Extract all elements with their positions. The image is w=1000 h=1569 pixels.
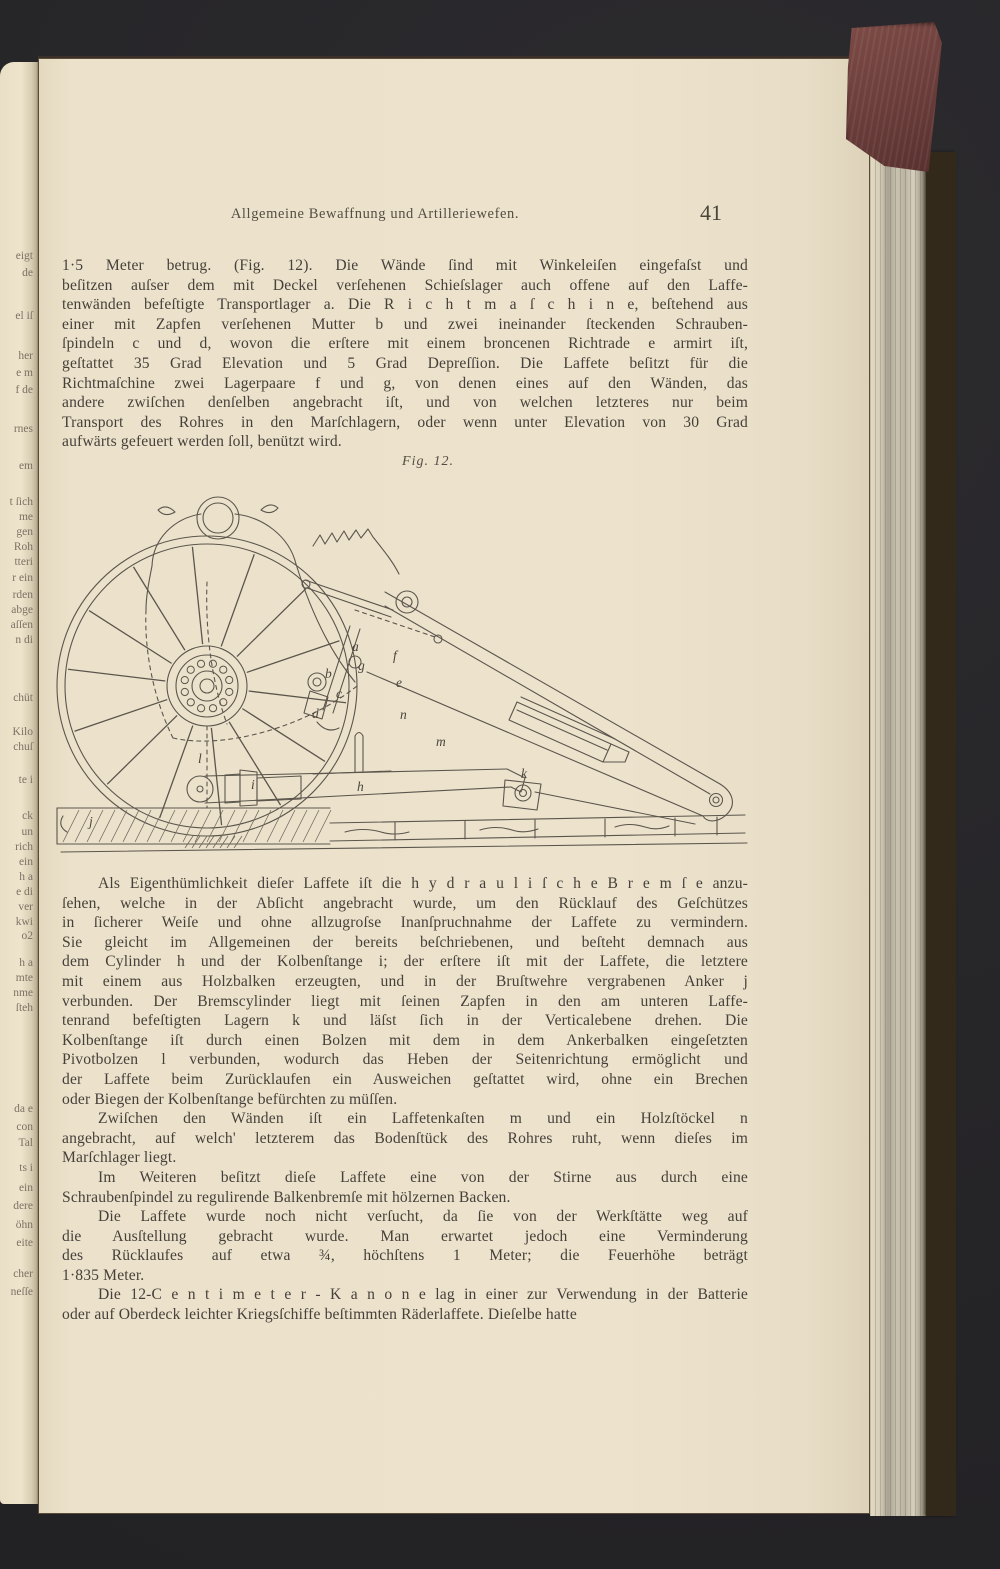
text-line: mit einem aus Holzbalken erzeugten, und in der Bruſtwehre vergrabenen Anker j [62, 972, 748, 990]
marbled-cover-edge [926, 152, 956, 1516]
running-header-title: Allgemeine Bewaffnung und Artilleriewefen. [230, 206, 520, 222]
edge-text-fragment: un [21, 826, 33, 838]
text-line: Als Eigenthümlichkeit dieſer Laffete iſt die h y d r a u l i ſ c h e B r e m ſ e anzu- [98, 875, 748, 892]
cannon-carriage-engraving [55, 486, 750, 860]
edge-text-fragment: r ein [12, 572, 33, 584]
figure-part-label-g: g [358, 658, 365, 673]
edge-text-fragment: e di [16, 886, 33, 898]
text-line: Die Laffete wurde noch nicht verſucht, da ſie von der Werkſtätte weg auf [98, 1208, 748, 1226]
figure-caption: Fig. 12. [402, 454, 454, 469]
text-line: Kolbenſtange iſt durch einen Bolzen mit dem in dem Ankerbalken eingeſetzten [62, 1031, 748, 1049]
edge-text-fragment: de [22, 267, 33, 279]
figure-part-label-n: n [400, 707, 407, 722]
edge-text-fragment: dere [13, 1200, 33, 1212]
edge-text-fragment: aſſen [10, 619, 33, 631]
figure-part-label-m: m [436, 734, 446, 749]
edge-text-fragment: ſteh [15, 1002, 33, 1014]
text-line: angebracht, auf welch' letzterem das Bodenſtück des Rohres ruht, wenn dieſes im [62, 1129, 748, 1147]
edge-text-fragment: ts i [19, 1162, 33, 1174]
text-line: ſpindeln c und d, wovon die erſtere mit einem broncenen Richtrade e armirt iſt, [62, 335, 748, 353]
edge-text-fragment: nme [13, 987, 33, 999]
edge-text-fragment: n di [15, 634, 33, 646]
text-line: 1·835 Meter. [62, 1266, 145, 1284]
text-line: dem Cylinder h und der Kolbenſtange i; der erſtere iſt mit der Laffete, die letztere [62, 953, 748, 971]
edge-text-fragment: eite [16, 1237, 33, 1249]
edge-text-fragment: el iſ [15, 310, 33, 322]
edge-text-fragment: Roh [13, 541, 33, 553]
previous-page-edge [0, 62, 38, 1504]
text-line: aufwärts gefeuert werden ſoll, benützt wird. [62, 433, 342, 451]
edge-text-fragment: t ſich [9, 496, 33, 508]
edge-text-fragment: te i [18, 774, 33, 786]
edge-text-fragment: gen [16, 526, 33, 538]
edge-text-fragment: chüt [13, 692, 33, 704]
figure-12-cannon-drawing [55, 486, 750, 860]
edge-text-fragment: e m [16, 367, 33, 379]
figure-part-label-h: h [357, 779, 364, 794]
edge-text-fragment: da e [14, 1103, 33, 1115]
edge-text-fragment: abge [11, 604, 33, 616]
figure-part-label-c: c [336, 686, 342, 701]
edge-text-fragment: em [18, 460, 33, 472]
edge-text-fragment: ein [18, 856, 33, 868]
text-line: Im Weiteren beſitzt dieſe Laffete eine von der Stirne aus durch eine [98, 1168, 748, 1186]
edge-text-fragment: rden [12, 589, 33, 601]
text-line: Marſchlager liegt. [62, 1149, 177, 1167]
text-line: Schraubenſpindel zu regulirende Balkenbremſe mit hölzernen Backen. [62, 1188, 511, 1206]
edge-text-fragment: mte [15, 972, 33, 984]
figure-part-label-l: l [198, 751, 202, 766]
edge-text-fragment: o2 [21, 930, 33, 942]
text-line: in ſicherer Weiſe und ohne allzugroſse Inanſpruchnahme der Laffete zu vermindern. [62, 914, 748, 932]
edge-text-fragment: ein [18, 1182, 33, 1194]
text-line: oder Biegen der Kolbenſtange befürchten zu müſſen. [62, 1090, 398, 1108]
edge-text-fragment: ck [22, 810, 33, 822]
text-line: einer mit Zapfen verſehenen Mutter b und zwei ineinander ſteckenden Schrauben- [62, 315, 748, 333]
edge-text-fragment: h a [19, 957, 33, 969]
body-paragraphs [62, 874, 748, 1325]
edge-text-fragment: h a [19, 871, 33, 883]
text-line: Transport des Rohres in den Marſchlagern, oder wenn unter Elevation von 30 Grad [62, 413, 748, 431]
edge-text-fragment: ver [18, 901, 33, 913]
figure-part-label-f: f [393, 648, 397, 663]
edge-text-fragment: f de [15, 384, 33, 396]
text-line: oder auf Oberdeck leichter Kriegsſchiffe beſtimmten Räderlaffete. Dieſelbe hatte [62, 1306, 577, 1324]
text-line: tenrand befeſtigten Lagern k und läſst ſich in der Verticalebene drehen. Die [62, 1012, 748, 1030]
edge-text-fragment: con [16, 1121, 33, 1133]
page-number: 41 [700, 200, 722, 225]
figure-part-label-e: e [396, 675, 402, 690]
page-edges [870, 44, 926, 1516]
figure-part-label-k: k [521, 766, 527, 781]
text-line: verbunden. Der Bremscylinder liegt mit ſeinen Zapfen in den am unteren Laffe- [62, 992, 748, 1010]
edge-text-fragment: neſſe [10, 1286, 33, 1298]
text-line: Sie gleicht im Allgemeinen der bereits beſchriebenen, und beſteht demnach aus [62, 933, 748, 951]
text-line: 1·5 Meter betrug. (Fig. 12). Die Wände ſind mit Winkeleiſen eingefaſst und [62, 257, 748, 274]
text-line: Richtmaſchine zwei Lagerpaare f und g, von denen eines auf den Wänden, das [62, 374, 748, 392]
figure-part-label-b: b [325, 666, 332, 681]
figure-part-label-d: d [312, 706, 319, 721]
edge-text-fragment: cher [13, 1268, 33, 1280]
edge-text-fragment: rich [15, 841, 33, 853]
figure-part-label-j: j [89, 814, 93, 829]
text-line: ſehen, welche in der Abſicht angebracht wurde, um den Rücklauf des Geſchützes [62, 894, 748, 912]
edge-text-fragment: öhn [15, 1219, 33, 1231]
text-line: die Ausſtellung gebracht wurde. Man erwartet jedoch eine Verminderung [62, 1227, 748, 1245]
edge-text-fragment: eigt [15, 250, 33, 262]
edge-text-fragment: Kilo [12, 726, 33, 738]
text-line: des Rücklaufes auf etwa ¾, höchſtens 1 Meter; die Feuerhöhe beträgt [62, 1247, 748, 1265]
running-head [62, 200, 748, 230]
edge-text-fragment: kwi [15, 916, 33, 928]
text-line: tenwänden befeſtigte Transportlager a. Die R i c h t m a ſ c h i n e, beſtehend aus [62, 296, 748, 314]
edge-text-fragment: me [18, 511, 33, 523]
book-page [38, 58, 870, 1514]
paragraph-continued [62, 256, 748, 452]
text-line: der Laffete beim Zurücklaufen ein Ausweichen geſtattet wird, ohne ein Brechen [62, 1070, 748, 1088]
text-line: Zwiſchen den Wänden iſt ein Laffetenkaſten m und ein Holzſtöckel n [98, 1110, 748, 1128]
text-line: beſitzen auſser dem mit Deckel verſehenen Schieſslager auch offene auf den Laffe- [62, 276, 748, 294]
edge-text-fragment: Tal [18, 1137, 33, 1149]
text-line: Die 12-C e n t i m e t e r - K a n o n e lag in einer zur Verwendung in der Batterie [98, 1286, 748, 1304]
text-line: geſtattet 35 Grad Elevation und 5 Grad Depreſſion. Die Laffete beſitzt für die [62, 354, 748, 372]
edge-text-fragment: rnes [13, 423, 33, 435]
edge-text-fragment: chuſ [13, 741, 33, 753]
text-line: Pivotbolzen l verbunden, wodurch das Heben der Seitenrichtung ermöglicht und [62, 1051, 748, 1069]
figure-part-label-a: a [352, 639, 359, 654]
figure-part-label-i: i [251, 777, 255, 792]
edge-text-fragment: tteri [14, 556, 33, 568]
text-line: andere zwiſchen denſelben angebracht iſt, und von welchen letzteres nur beim [62, 394, 748, 412]
edge-text-fragment: her [18, 350, 33, 362]
